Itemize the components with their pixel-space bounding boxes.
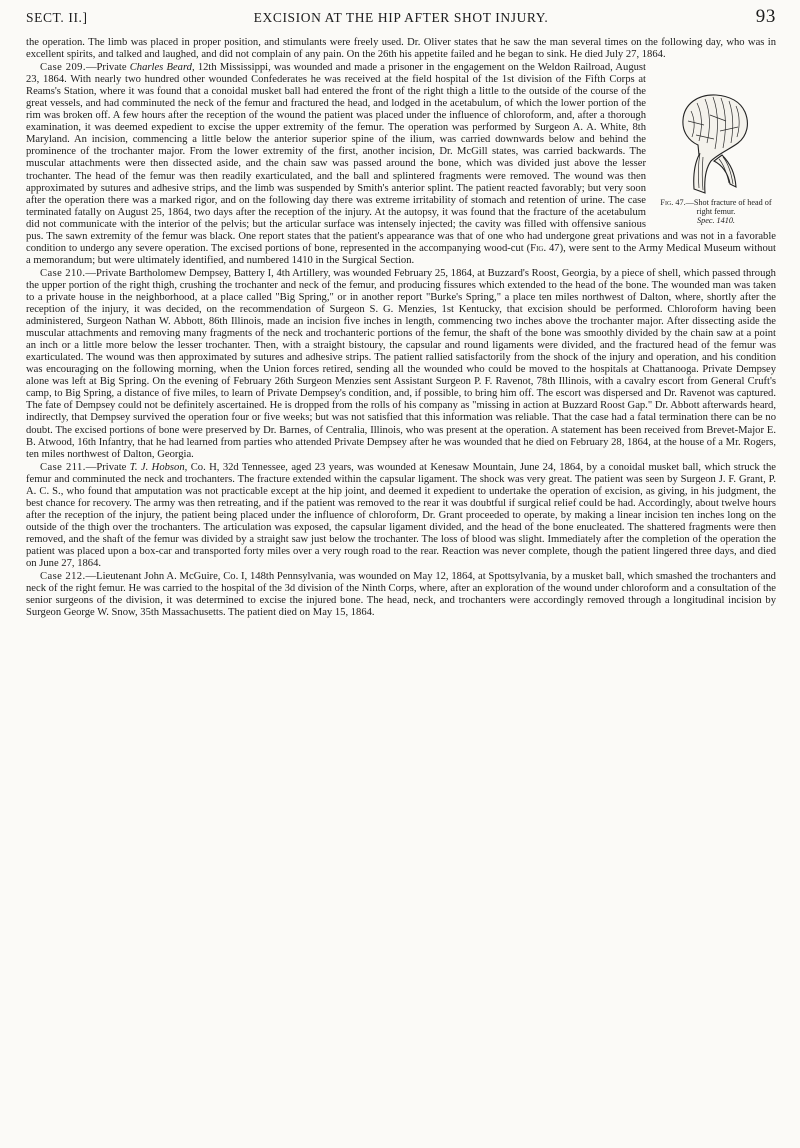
case-212-text: Co. I, 148th Pennsylvania, was wounded on May 12, 1864, at Spottsylvania, by a musket ball, which smashed the trochanters and neck of the right femur. He was carried to the hospital of the 3d division of the Ninth Corps, where, after an exploration of the wound under chloroform and a consultation of the senior surgeons of the division, it was determined to excise the injured bone. The head, neck, and trochanters were accordingly removed through a longitudinal incision by Surgeon George W. Snow, 35th Massachusetts. The patient died on May 15, 1864. — [26, 571, 776, 619]
case-209-person: Charles Beard, — [129, 62, 195, 74]
case-212 — [26, 571, 776, 619]
case-211-label: Case 211. — [40, 461, 86, 473]
figure-caption — [656, 198, 776, 216]
page-body — [26, 37, 776, 1142]
case-212-label: Case 212. — [40, 571, 86, 583]
case-209-fig-ref: Fig. 47 — [530, 242, 560, 254]
case-211-text: Co. H, 32d Tennessee, aged 23 years, was wounded at Kenesaw Mountain, June 24, 1864, by a conoidal musket ball, which struck the femur and comminuted the neck and trochanters. The fracture extended within the capsular ligament. The shock was very great. The patient was seen by Surgeon J. F. Grant, P. A. C. S., who found that amputation was not practicable except at the hip joint, and deemed it expedient to undertake the operation of excision, as giving, in his judgment, the best chance for recovery. The army was then retreating, and if the patient was removed to the rear it was doubtful if surgical relief could be had. Accordingly, about twelve hours after the reception of the injury, the patient being placed under the influence of chloroform, Dr. Grant proceeded to operate, by making a linear incision ten inches long on the outside of the thigh over the trochanters. The articulation was exposed, the capsular ligament divided, and the head of the bone enucleated. The shattered fragments were then removed, and the shaft of the femur was divided by a straight saw just below the trochanter. The loss of blood was slight. Immediately after the completion of the operation the patient was placed upon a box-car and transported forty miles over a very rough road to the rear. Reaction was never complete, though the patient lingered three days, and died on June 27, 1864. — [26, 461, 776, 570]
case-210-text: Battery I, 4th Artillery, was wounded February 25, 1864, at Buzzard's Roost, Georgia, by a piece of shell, which passed through the upper portion of the right thigh, crushing the trochanter and neck of the femur, and producing fissures which extended to the head of the bone. The wounded man was taken to a private house in the neighborhood, at a place called "Big Spring," or in another report "Burke's Spring," a place ten miles northwest of Dalton, where, shortly after the reception of the injury, it was decided, on the recommendation of Surgeon S. G. Menzies, 1st Kentucky, that excision should be performed. Chloroform having been administered, Surgeon Nathan W. Abbott, 86th Illinois, made an incision five inches in length, commencing two inches above the trochanter major. After dissecting aside the muscular attachments and removing many fragments of the neck and trochanteric portions of the femur, the shaft of the bone was smoothly divided by the chain saw at a point an inch or a little more below the lesser trochanter. Then, with a straight bistoury, the capsular and round ligaments were divided, and the fractured head of the femur was exarticulated. The wound was then approximated by sutures and adhesive strips. The patient rallied satisfactorily from the shock of the injury and operation, and his condition was encouraging on the following morning, when the Union forces retired, sending all the wounded who could be moved to the hospitals at Chattanooga. Private Dempsey alone was left at Big Spring. On the evening of February 26th Surgeon Menzies sent Assistant Surgeon P. F. Ravenot, 78th Illinois, with a cavalry escort from General Cruft's camp, to Big Spring, a distance of five miles, to learn of Private Dempsey's condition, and, if possible, to bring him off. The escort was dispersed and Dr. Ravenot was captured. The fate of Dempsey could not be definitely ascertained. He is dropped from the rolls of his company as "missing in action at Buzzard Roost Gap." Dr. Abbott afterwards heard, indirectly, that Dempsey survived the operation four or five weeks; but was not satisfied that this information was reliable. That the case had a fatal termination there can be no doubt. The excised portions of bone were preserved by Dr. Barnes, of Centralia, Illinois, who was present at the operation. A statement has been received from Brevet-Major E. B. Atwood, 16th Infantry, that he had learned from parties who attended Private Dempsey after he was wounded that he died on February 28, 1864, at the house of a Mr. Rogers, ten miles northwest of Dalton, Georgia. — [26, 267, 776, 460]
case-210 — [26, 268, 776, 461]
case-209-text-a: 12th Mississippi, was wounded and made a prisoner in the engagement on the Weldon Railroad, August 23, 1864. With nearly two hundred other wounded Confederates he was received at the field hospital of the 1st division of the Fifth Corps at Reams's Station, where it was found that a conoidal musket ball had entered the front of the right thigh a little to the outside of the course of the great vessels, and had comminuted the neck of the femur and fractured the head, and lodged in the acetabulum, of which the lower portion of the rim was broken off. A few hours after the reception of the wound the patient was placed under the influence of chloroform, and, after a thorough examination, it was deemed expedient to excise the upper extremity of the femur. The operation was performed by Surgeon A. A. White, 8th Maryland. An incision, commencing a little below the anterior superior spine of the ilium, was carried downwards below and behind the prominence of the trochanter major. From the lower extremity of the first, another incision, Dr. McGill states, was carried backwards. The muscular attachments were then dissected aside, and the chain saw was passed around the bone, which was divided just above the lesser trochanter. The head of the femur was then readily exarticulated, and the ball and splintered fragments were removed. The wound was then approximated by sutures and adhesive strips, and the limb was suspended by Smith's anterior splint. The patient reacted favorably; but very soon after the operation there was a marked rigor, and on the following day there was extreme irritability of stomach and retention of urine. The case terminated fatally on August 25, 1864, two days after the reception of the injury. At the autopsy, it was found that the fracture of the acetabulum did not communicate with the interior of the pelvis; but the articular surface was intensely injected; the cavity was filled with offensive sanious pus. The sawn extremity of the femur was black. One report states that the patient's appearance was that of one who had undergone great privations and was not in a favorable condition to undergo any severe operation. The excised portions of bone, represented in the accompanying wood-cut ( — [26, 62, 776, 254]
figure-caption-text: —Shot fracture of head of right femur. — [685, 198, 772, 217]
figure-label: Fig. 47. — [660, 198, 686, 208]
case-211 — [26, 462, 776, 570]
running-title: EXCISION AT THE HIP AFTER SHOT INJURY. — [253, 10, 549, 25]
case-210-label: Case 210. — [40, 267, 86, 279]
femur-fracture-illustration — [674, 91, 758, 197]
case-209-text-b: ), were sent to the Army Medical Museum without a memorandum; but were ultimately identified, and numbered 1410 in the Surgical Section. — [26, 242, 776, 266]
specimen-number: Spec. 1410. — [697, 216, 735, 226]
case-210-prefix: —Private Bartholomew Dempsey, — [85, 267, 232, 279]
case-211-prefix: —Private — [85, 461, 130, 473]
section-label: SECT. II.] — [26, 10, 88, 25]
case-209-label: Case 209. — [40, 62, 86, 74]
figure-47 — [656, 91, 776, 225]
running-header — [26, 6, 776, 30]
opening-paragraph: the operation. The limb was placed in proper position, and stimulants were freely used. Dr. Oliver states that he saw the man several times on the following day, who was in excellent spirits, and talked and laughed, and did not complain of any pain. On the 26th his appetite failed and he began to sink. He died July 27, 1864. — [26, 37, 776, 61]
page-number: 93 — [755, 6, 776, 27]
case-212-prefix: —Lieutenant John A. McGuire, — [85, 571, 221, 583]
case-209-prefix: —Private — [85, 62, 130, 74]
case-211-person: T. J. Hobson, — [129, 461, 188, 473]
